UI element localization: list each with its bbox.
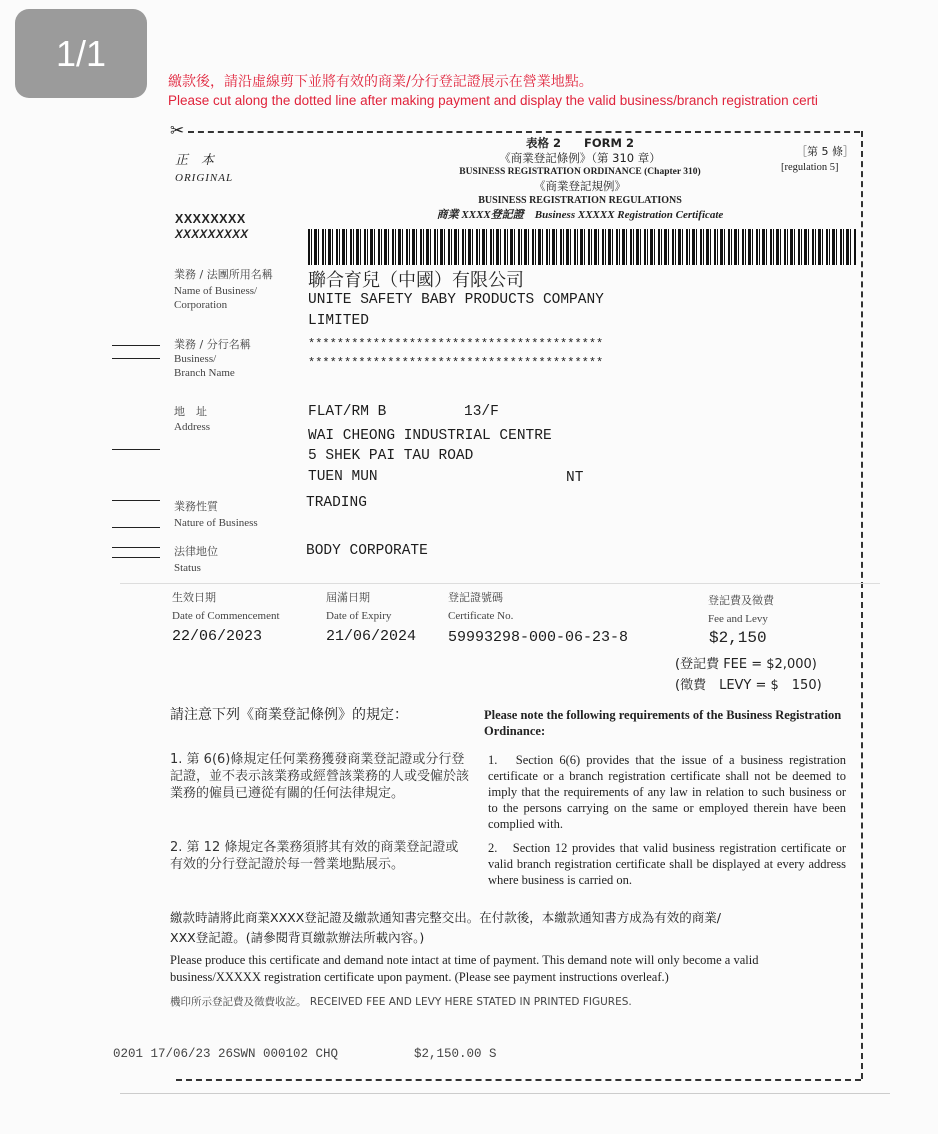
branch-name-1: ***************************************** <box>308 337 604 351</box>
footer-en-1: Please produce this certificate and demand note intact at time of payment. This demand note will only become a valid <box>170 953 759 967</box>
receipt-amount: $2,150.00 S <box>414 1047 497 1061</box>
address-line-4b: NT <box>566 470 584 486</box>
notes-heading-zh: 請注意下列《商業登記條例》的規定： <box>170 707 408 723</box>
regulations-en: BUSINESS REGISTRATION REGULATIONS <box>478 195 682 206</box>
footer-zh-1: 繳款時請將此商業XXXX登記證及繳款通知書完整交出。在付款後，本繳款通知書方成為有效的商業/ <box>170 910 721 925</box>
footer-en-2: business/XXXXX registration certificate upon payment. (Please see payment instructions overleaf.) <box>170 970 669 984</box>
margin-mark <box>112 557 160 558</box>
margin-mark <box>112 358 160 359</box>
fee-total: $2,150 <box>709 629 767 647</box>
cut-instruction-zh: 繳款後，請沿虛線剪下並將有效的商業/分行登記證展示在營業地點。 <box>168 74 593 90</box>
fee-breakdown: (登記費 FEE = $2,000) <box>675 657 817 672</box>
expiry-label-zh: 屆滿日期 <box>326 591 370 604</box>
commence-label-zh: 生效日期 <box>172 591 216 604</box>
branch-name-2: ***************************************** <box>308 356 604 370</box>
scissors-icon: ✂ <box>170 121 185 140</box>
regulation-en: [regulation 5] <box>781 162 839 173</box>
cut-line-top <box>188 131 860 133</box>
address-line-1b: 13/F <box>464 404 499 420</box>
form-label: 表格 2 FORM 2 <box>526 136 634 150</box>
business-name-zh: 聯合育兒（中國）有限公司 <box>308 270 524 291</box>
masked-code-2: XXXXXXXXX <box>175 229 249 241</box>
status-label-zh: 法律地位 <box>174 545 218 558</box>
fee-label-zh: 登記費及徵費 <box>708 594 774 607</box>
branch-label-en-2: Branch Name <box>174 367 235 379</box>
expiry-label-en: Date of Expiry <box>326 610 392 622</box>
note-2-zh: 2. 第 12 條規定各業務須將其有效的商業登記證或有效的分行登記證於每一營業地點展示。 <box>170 840 459 872</box>
ordinance-zh: 《商業登記條例》（第 310 章） <box>499 151 661 165</box>
branch-label-zh: 業務 / 分行名稱 <box>174 338 251 351</box>
notes-heading-en: Please note the following requirements of the Business Registration Ordinance: <box>484 708 842 738</box>
note-1-zh: 1. 第 6(6)條規定任何業務獲發商業登記證或分行登記證，並不表示該業務或經營該業務的人或受僱於該業務的僱員已遵從有關的任何法律規定。 <box>170 752 470 801</box>
note-1-en: 1. Section 6(6) provides that the issue of a business registration certificate or a branch registration certificate shall not be deemed to imply that the requirements of any law in relation to such business or to the persons carrying on the same or employed therein have been complied with. <box>488 753 846 831</box>
address-label-zh: 地 址 <box>174 405 207 418</box>
margin-mark <box>112 527 160 528</box>
margin-mark <box>112 547 160 548</box>
regulation-zh: ［第 5 條］ <box>796 145 854 158</box>
cert-label-en: Certificate No. <box>448 610 514 622</box>
page-indicator: 1/1 <box>15 9 147 98</box>
printed-figures-note: 機印所示登記費及徵費收訖。 RECEIVED FEE AND LEVY HERE STATED IN PRINTED FIGURES. <box>170 996 632 1008</box>
ordinance-en: BUSINESS REGISTRATION ORDINANCE (Chapter 310) <box>459 167 701 177</box>
address-line-2: WAI CHEONG INDUSTRIAL CENTRE <box>308 428 552 444</box>
cut-line-right <box>861 131 863 1079</box>
name-label-en: Name of Business/ Corporation <box>174 285 258 311</box>
regulations-zh: 《商業登記規例》 <box>534 179 626 193</box>
nature-label-en: Nature of Business <box>174 517 258 529</box>
status-label-en: Status <box>174 562 201 574</box>
commence-date: 22/06/2023 <box>172 628 263 645</box>
nature-of-business: TRADING <box>306 495 367 511</box>
cut-instruction-en: Please cut along the dotted line after making payment and display the valid business/branch registration certi <box>168 93 818 108</box>
certificate-title: 商業 XXXX登記證 Business XXXXX Registration Certificate <box>436 209 724 221</box>
address-line-1a: FLAT/RM B <box>308 404 387 420</box>
nature-label-zh: 業務性質 <box>174 500 218 513</box>
fold-line <box>120 583 880 584</box>
fee-label-en: Fee and Levy <box>708 613 768 625</box>
certificate-number: 59993298-000-06-23-8 <box>448 629 629 646</box>
address-line-4a: TUEN MUN <box>308 469 378 485</box>
original-zh: 正 本 <box>175 153 215 168</box>
margin-mark <box>112 345 160 346</box>
masked-code-1: XXXXXXXX <box>175 212 246 226</box>
address-line-3: 5 SHEK PAI TAU ROAD <box>308 448 474 464</box>
original-en: ORIGINAL <box>175 172 234 184</box>
branch-label-en-1: Business/ <box>174 353 217 365</box>
commence-label-en: Date of Commencement <box>172 610 280 622</box>
footer-zh-2: XXX登記證。(請參閱背頁繳款辦法所載內容。) <box>170 930 425 945</box>
expiry-date: 21/06/2024 <box>326 628 417 645</box>
levy-breakdown: (徵費 LEVY = $ 150) <box>675 678 822 693</box>
receipt-code: 0201 17/06/23 26SWN 000102 CHQ <box>113 1047 339 1061</box>
note-2-en: 2. Section 12 provides that valid business registration certificate or valid branch registration certificate shall be displayed at every address where business is carried on. <box>488 841 846 887</box>
margin-mark <box>112 500 160 501</box>
cert-label-zh: 登記證號碼 <box>448 591 503 604</box>
barcode <box>308 229 856 265</box>
legal-status: BODY CORPORATE <box>306 543 428 559</box>
cut-line-bottom <box>176 1079 861 1081</box>
business-name-en-2: LIMITED <box>308 313 369 329</box>
address-label-en: Address <box>174 421 211 433</box>
name-label-zh: 業務 / 法團所用名稱 <box>174 268 273 281</box>
business-name-en-1: UNITE SAFETY BABY PRODUCTS COMPANY <box>308 292 604 308</box>
page-edge-line <box>120 1093 890 1094</box>
margin-mark <box>112 449 160 450</box>
